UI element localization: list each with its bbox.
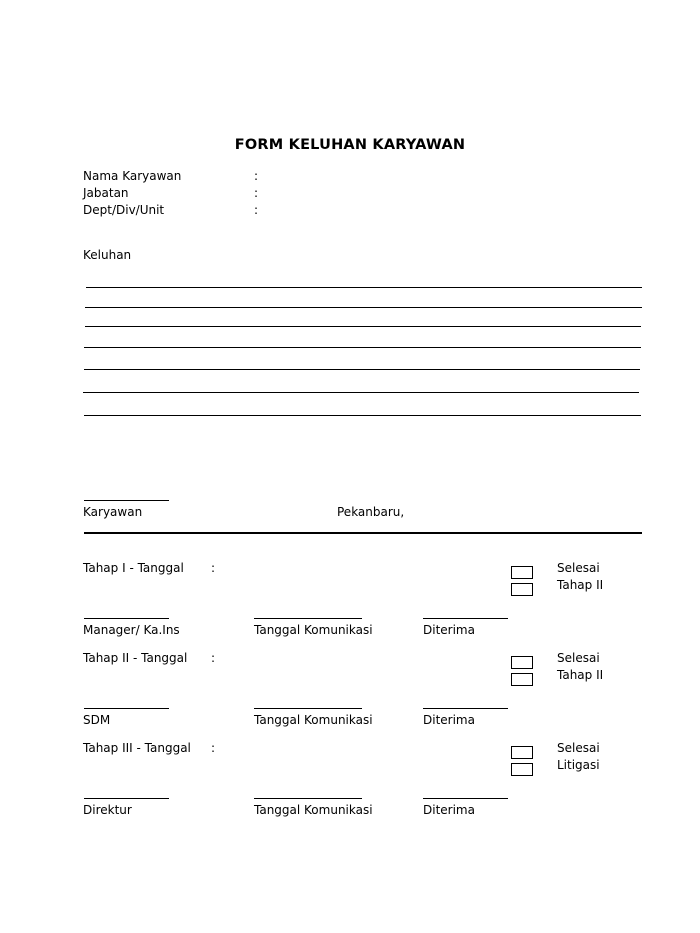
field-label-nama-karyawan: Nama Karyawan [83,169,182,183]
stage-3-label: Tahap III - Tanggal [83,741,191,755]
signature-line [254,618,362,619]
field-label-dept-div-unit: Dept/Div/Unit [83,203,165,217]
option-selesai: Selesai [557,741,600,755]
option-litigasi: Litigasi [557,758,600,772]
stage-2-label: Tahap II - Tanggal [83,651,188,665]
signature-line [84,708,169,709]
option-tahap-ii: Tahap II [557,578,604,592]
checkbox-litigasi[interactable] [511,763,533,776]
checkbox-selesai[interactable] [511,566,533,579]
option-tahap-ii: Tahap II [557,668,604,682]
stage-1-label: Tahap I - Tanggal [83,561,184,575]
employee-signature-label: Karyawan [83,505,143,519]
complaint-line [83,392,639,393]
checkbox-tahap-ii[interactable] [511,583,533,596]
complaint-line [84,369,640,370]
complaint-label: Keluhan [83,248,132,262]
option-selesai: Selesai [557,561,600,575]
signer-sdm-label: SDM [83,713,111,727]
stage-separator: : [211,741,216,755]
signature-line [84,798,169,799]
signer-diterima-label: Diterima [423,803,475,817]
checkbox-tahap-ii[interactable] [511,673,533,686]
signer-tanggal-komunikasi-label: Tanggal Komunikasi [254,623,373,637]
stage-separator: : [211,651,216,665]
field-separator: : [254,186,259,200]
signature-line [84,500,169,501]
signer-direktur-label: Direktur [83,803,132,817]
checkbox-selesai[interactable] [511,656,533,669]
place-label: Pekanbaru, [337,505,405,519]
signature-line [423,708,508,709]
field-separator: : [254,169,259,183]
complaint-line [85,307,642,308]
signer-diterima-label: Diterima [423,713,475,727]
stage-separator: : [211,561,216,575]
signature-line [423,798,508,799]
signature-line [423,618,508,619]
complaint-line [86,287,642,288]
signature-line [254,798,362,799]
signer-tanggal-komunikasi-label: Tanggal Komunikasi [254,713,373,727]
signature-line [254,708,362,709]
field-label-jabatan: Jabatan [83,186,129,200]
complaint-line [85,326,641,327]
field-separator: : [254,203,259,217]
signer-diterima-label: Diterima [423,623,475,637]
section-divider [84,532,642,534]
complaint-line [84,347,641,348]
complaint-line [84,415,641,416]
option-selesai: Selesai [557,651,600,665]
form-title: FORM KELUHAN KARYAWAN [234,137,466,153]
signature-line [84,618,169,619]
checkbox-selesai[interactable] [511,746,533,759]
signer-tanggal-komunikasi-label: Tanggal Komunikasi [254,803,373,817]
signer-manager-label: Manager/ Ka.Ins [83,623,180,637]
